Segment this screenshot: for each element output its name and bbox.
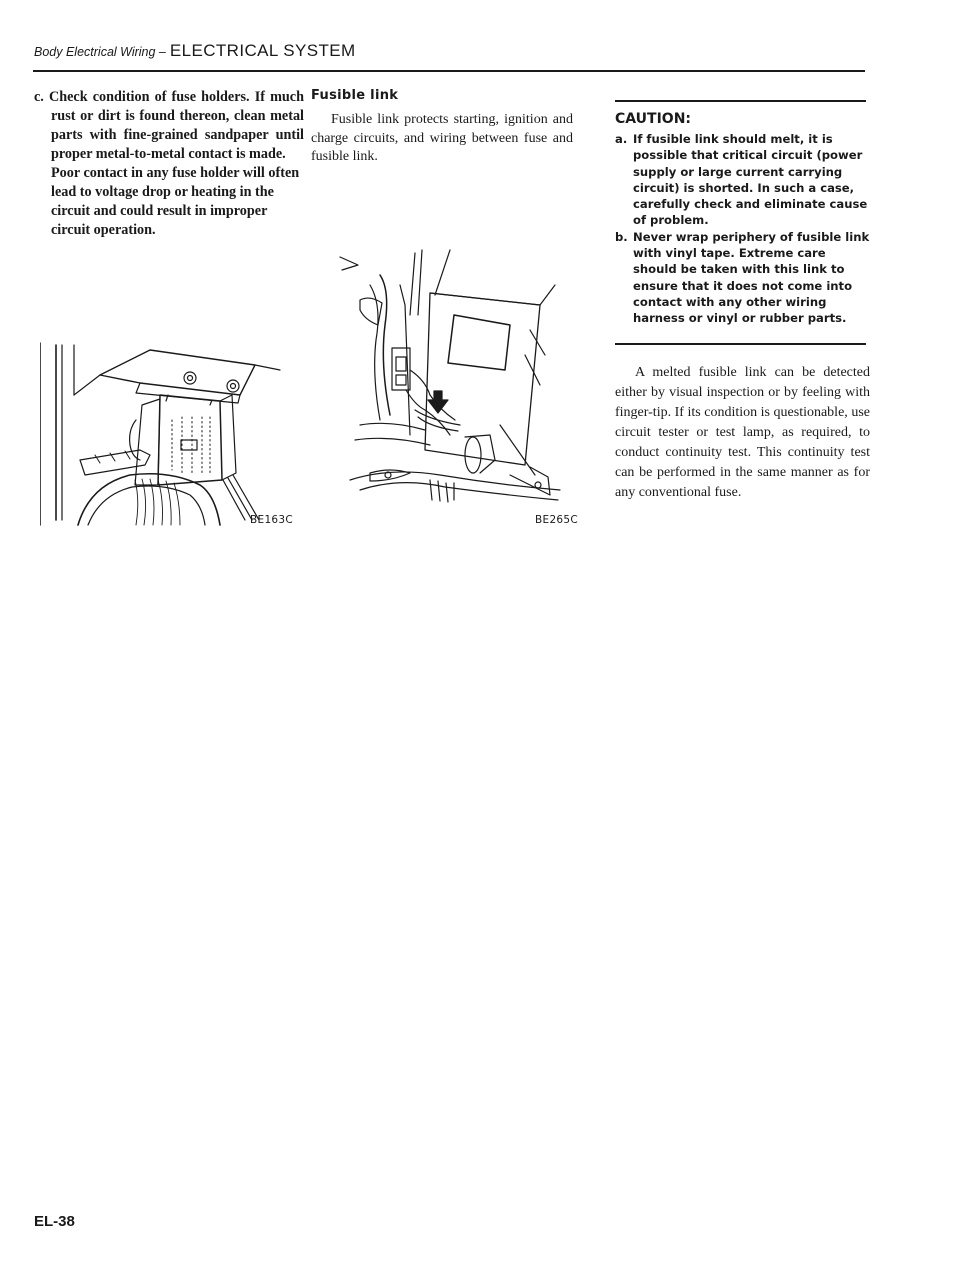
header-title: ELECTRICAL SYSTEM	[169, 41, 356, 60]
figure-code-be265c: BE265C	[535, 514, 579, 526]
item-c-paragraph: c. Check condition of fuse holders. If much rust or dirt is found thereon, clean metal parts with fine-grained sandpaper until proper metal-to-metal contact is made.	[34, 89, 304, 162]
caution-item-b-label: b.	[615, 229, 628, 244]
page-number: EL-38	[34, 1213, 75, 1230]
middle-column	[311, 88, 573, 167]
item-c-note: Poor contact in any fuse holder will often lead to voltage drop or heating in the circuit and could result in improper circuit operation.	[51, 165, 300, 238]
caution-top-rule	[615, 100, 866, 102]
caution-heading: CAUTION:	[615, 111, 692, 127]
caution-bottom-rule	[615, 343, 866, 345]
fusible-link-heading: Fusible link	[311, 88, 399, 103]
fusible-link-paragraph: Fusible link protects starting, ignition and charge circuits, and wiring between fuse and fusible link.	[311, 112, 573, 164]
header-section: Body Electrical Wiring –	[34, 45, 166, 59]
page-header	[34, 41, 356, 61]
caution-item-a	[615, 131, 870, 229]
fuse-holder-illustration-icon	[40, 335, 310, 535]
figure-code-be163c: BE163C	[250, 514, 294, 526]
caution-item-b-text: Never wrap periphery of fusible link with vinyl tape. Extreme care should be taken with this link to ensure that it does not come into contact with any other wiring harness or vinyl or rubber parts.	[633, 229, 870, 326]
fusible-link-location-illustration-icon	[330, 245, 575, 510]
melted-link-paragraph: A melted fusible link can be detected either by visual inspection or by feeling with finger-tip. If its condition is questionable, use circuit tester or test lamp, as required, to conduct continuity test. This continuity test can be performed in the same manner as for any conventional fuse.	[615, 364, 870, 500]
caution-item-a-label: a.	[615, 132, 628, 146]
header-rule	[33, 70, 865, 72]
caution-item-b	[615, 229, 870, 327]
caution-item-a-text: If fusible link should melt, it is possible that critical circuit (power supply or large current carrying circuit) is shorted. In such a case, carefully check and eliminate cause of problem.	[633, 132, 868, 228]
left-column	[34, 88, 304, 240]
right-column	[615, 100, 870, 503]
